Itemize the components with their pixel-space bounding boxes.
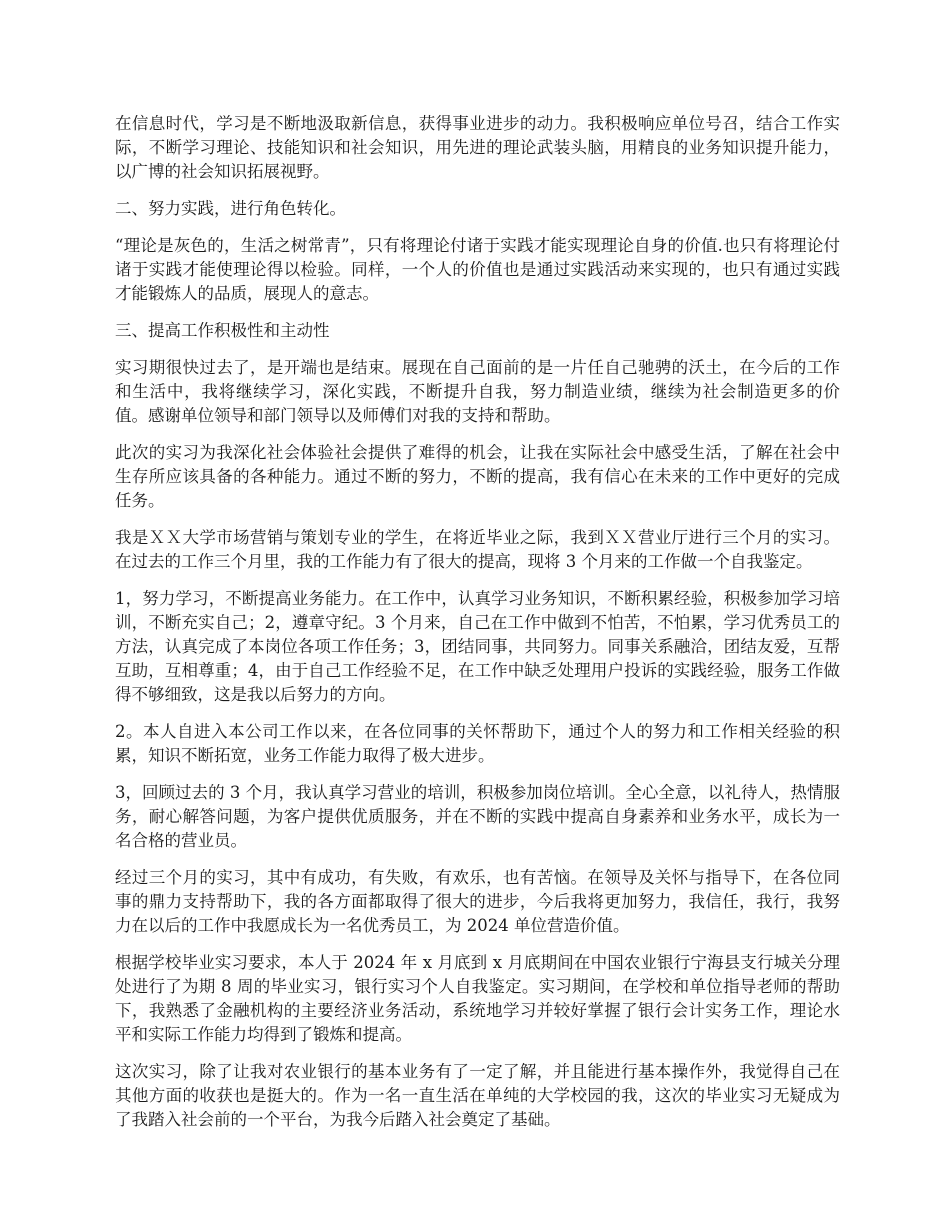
paragraph: 这次实习，除了让我对农业银行的基本业务有了一定了解，并且能进行基本操作外，我觉得自己在其他方面的收获也是挺大的。作为一名一直生活在单纯的大学校园的我，这次的毕业实习无疑成为了我踏入社会前的一个平台，为我今后踏入社会奠定了基础。 — [115, 1062, 840, 1129]
paragraph: “理论是灰色的，生活之树常青”，只有将理论付诸于实践才能实现理论自身的价值.也只有将理论付诸于实践才能使理论得以检验。同样，一个人的价值也是通过实践活动来实现的，也只有通过实践才能锻炼人的品质，展现人的意志。 — [115, 236, 840, 303]
document-page — [115, 112, 840, 1145]
paragraph: 1，努力学习，不断提高业务能力。在工作中，认真学习业务知识，不断积累经验，积极参加学习培训，不断充实自己；2，遵章守纪。3 个月来，自己在工作中做到不怕苦，不怕累，学习优秀员工的方法，认真完成了本岗位各项工作任务；3，团结同事，共同努力。同事关系融洽，团结友爱，互帮互助，互相尊重；4，由于自己工作经验不足，在工作中缺乏处理用户投诉的实践经验，服务工作做得不够细致，这是我以后努力的方向。 — [115, 589, 840, 704]
paragraph: 此次的实习为我深化社会体验社会提供了难得的机会，让我在实际社会中感受生活，了解在社会中生存所应该具备的各种能力。通过不断的努力，不断的提高，我有信心在未来的工作中更好的完成任务。 — [115, 443, 840, 510]
paragraph: 我是ＸＸ大学市场营销与策划专业的学生，在将近毕业之际，我到ＸＸ营业厅进行三个月的实习。在过去的工作三个月里，我的工作能力有了很大的提高，现将 3 个月来的工作做一个自我鉴定。 — [115, 528, 840, 571]
paragraph: 根据学校毕业实习要求，本人于 2024 年 x 月底到 x 月底期间在中国农业银行宁海县支行城关分理处进行了为期 8 周的毕业实习，银行实习个人自我鉴定。实习期间，在学校和单位指导老师的帮助下，我熟悉了金融机构的主要经济业务活动，系统地学习并较好掌握了银行会计实务工作，理论水平和实际工作能力均得到了锻炼和提高。 — [115, 953, 840, 1044]
section-heading: 二、努力实践，进行角色转化。 — [115, 199, 346, 218]
paragraph: 3，回顾过去的 3 个月，我认真学习营业的培训，积极参加岗位培训。全心全意，以礼待人，热情服务，耐心解答问题，为客户提供优质服务，并在不断的实践中提高自身素养和业务水平，成长为一名合格的营业员。 — [115, 783, 840, 850]
paragraph: 在信息时代，学习是不断地汲取新信息，获得事业进步的动力。我积极响应单位号召，结合工作实际，不断学习理论、技能知识和社会知识，用先进的理论武装头脑，用精良的业务知识提升能力，以广博的社会知识拓展视野。 — [115, 114, 840, 181]
section-heading: 三、提高工作积极性和主动性 — [115, 321, 330, 340]
paragraph: 实习期很快过去了，是开端也是结束。展现在自己面前的是一片任自己驰骋的沃土，在今后的工作和生活中，我将继续学习，深化实践，不断提升自我，努力制造业绩，继续为社会制造更多的价值。感谢单位领导和部门领导以及师傅们对我的支持和帮助。 — [115, 358, 840, 425]
paragraph: 经过三个月的实习，其中有成功，有失败，有欢乐，也有苦恼。在领导及关怀与指导下，在各位同事的鼎力支持帮助下，我的各方面都取得了很大的进步，今后我将更加努力，我信任，我行，我努力在以后的工作中我愿成长为一名优秀员工，为 2024 单位营造价值。 — [115, 868, 840, 935]
paragraph: 2。本人自进入本公司工作以来，在各位同事的关怀帮助下，通过个人的努力和工作相关经验的积累，知识不断拓宽，业务工作能力取得了极大进步。 — [115, 722, 840, 765]
